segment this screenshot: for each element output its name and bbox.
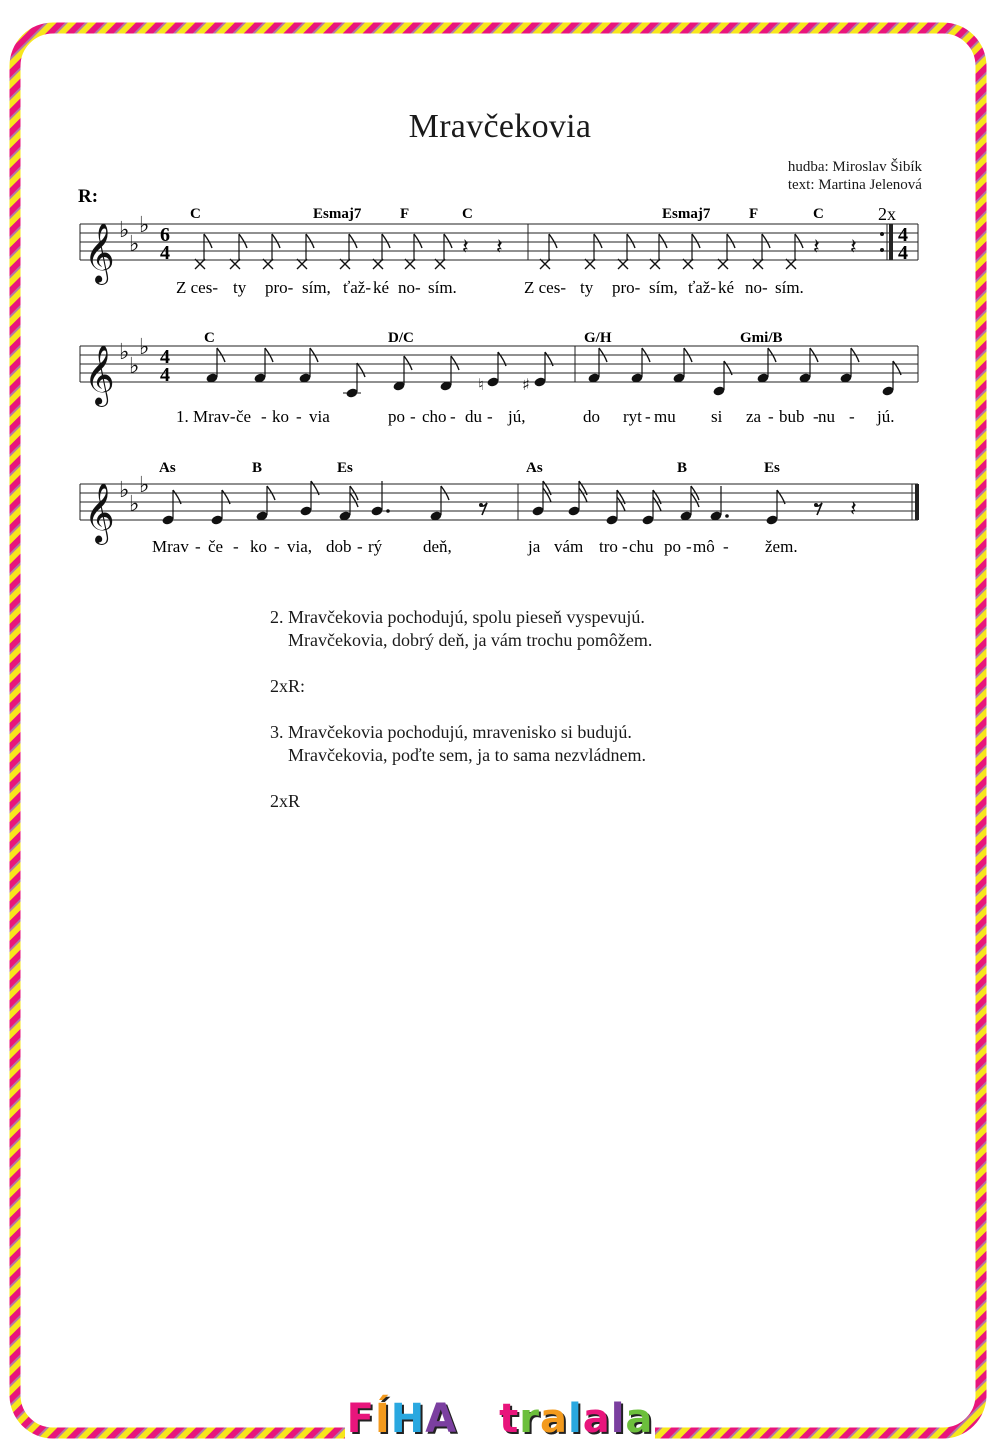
lyric-syllable: ko	[250, 537, 267, 556]
treble-clef-icons	[84, 223, 115, 545]
lyric-syllable: 1. Mrav-	[176, 407, 236, 426]
time-sig-top: 4	[160, 346, 170, 368]
lyric-syllable: dob	[326, 537, 352, 556]
note-flag	[727, 234, 735, 248]
time-sig-bottom: 4	[160, 364, 170, 386]
logo-letter: t	[499, 1396, 520, 1442]
lyric-syllable: Mrav	[152, 537, 189, 556]
note-flag	[451, 356, 459, 370]
logo-letter: F	[346, 1396, 375, 1442]
verse-line: 2. Mravčekovia pochodujú, spolu pieseň vyspevujú.	[270, 607, 645, 627]
lyrics-credit: text: Martina Jelenová	[787, 177, 922, 193]
note-flag	[543, 488, 551, 502]
lyric-syllable: sím,	[649, 278, 678, 297]
fiha-tralala-logo	[345, 1394, 655, 1444]
quarter-rest-icon: 𝄽	[496, 235, 503, 260]
music-credit: hudba: Miroslav Šibík	[787, 159, 922, 175]
lyric-syllable: sím.	[428, 278, 457, 297]
note-flag	[692, 234, 700, 248]
note-flag	[627, 234, 635, 248]
lyric-syllable: ko	[272, 407, 289, 426]
lyric-syllable: deň,	[423, 537, 452, 556]
song-title: Mravčekovia	[408, 108, 592, 145]
verse-line: 3. Mravčekovia pochodujú, mravenisko si budujú.	[270, 722, 632, 742]
lyric-syllable: bub	[779, 407, 805, 426]
lyric-syllable: po	[664, 537, 681, 556]
lyric-syllable: via	[309, 407, 330, 426]
note-flag	[444, 234, 452, 248]
chord-label: B	[252, 460, 263, 476]
logo-letter: r	[519, 1396, 540, 1442]
lyric-syllable: mu	[654, 407, 676, 426]
lyric-syllable: ty	[580, 278, 594, 297]
note-flag	[204, 234, 212, 248]
lyric-syllable: nu	[818, 407, 835, 426]
lyric-syllable: si	[711, 407, 723, 426]
logo-letter: l	[567, 1396, 583, 1442]
chord-label: Gmi/B	[740, 330, 783, 346]
lyric-syllable: -	[195, 537, 201, 556]
chord-label: D/C	[388, 330, 414, 346]
logo-letter: a	[582, 1396, 611, 1442]
logo-letter: H	[390, 1396, 426, 1442]
refrain-mark: R:	[78, 186, 99, 207]
note-flag	[579, 488, 587, 502]
staff-system-3	[80, 484, 918, 520]
lyric-syllable: -	[849, 407, 855, 426]
chord-label: F	[749, 206, 759, 222]
treble-clef-icon: 𝄞	[84, 225, 115, 282]
lyric-syllable: rý	[368, 537, 383, 556]
logo-letter: a	[539, 1396, 568, 1442]
refrain-repeat-marker: 2xR:	[270, 676, 306, 696]
lyric-syllable: če	[236, 407, 252, 426]
lyric-syllable: jú,	[508, 407, 526, 426]
chord-label: C	[204, 330, 215, 346]
natural-icon: ♮	[478, 375, 484, 394]
lyric-syllable: -	[622, 537, 628, 556]
key-signature-flats	[119, 213, 149, 517]
lyric-syllable: -	[274, 537, 280, 556]
repeat-dot	[880, 248, 884, 252]
flat-icon: ♭	[119, 218, 130, 243]
notes	[161, 232, 901, 526]
lyric-syllable: do	[583, 407, 600, 426]
lyric-syllable: Z ces-	[176, 278, 219, 297]
dot	[386, 509, 390, 513]
lyric-syllable: -	[233, 537, 239, 556]
note-flag	[382, 234, 390, 248]
note-flag	[653, 497, 661, 511]
lyric-syllable: jú.	[877, 407, 895, 426]
lyric-syllable: ťaž-	[688, 278, 717, 297]
lyric-syllable: sím,	[302, 278, 331, 297]
chord-label: As	[526, 460, 543, 476]
staff-system-2	[80, 346, 918, 382]
lyric-syllable: -	[487, 407, 493, 426]
eighth-rest-dot	[814, 503, 818, 507]
note-flag	[350, 493, 358, 507]
lyric-syllable: -	[410, 407, 416, 426]
logo-letter: a	[625, 1396, 654, 1442]
lyric-syllable: Z ces-	[524, 278, 567, 297]
note-flag	[691, 493, 699, 507]
lyric-syllable: -	[723, 537, 729, 556]
note-flag	[594, 234, 602, 248]
flat-icon: ♭	[129, 492, 140, 517]
chord-label: C	[462, 206, 473, 222]
lyric-syllable: -	[813, 407, 819, 426]
lyric-syllable: -	[357, 537, 363, 556]
note-flag	[357, 363, 365, 377]
note-flag	[306, 234, 314, 248]
lyric-syllable: tro	[599, 537, 618, 556]
verse-3	[270, 721, 652, 767]
lyric-syllable: via,	[287, 537, 313, 556]
lyric-syllable: ty	[233, 278, 247, 297]
flat-icon: ♭	[139, 473, 150, 498]
dot	[725, 514, 729, 518]
lyric-syllable: no-	[398, 278, 421, 297]
quarter-rest-icon: 𝄽	[850, 497, 857, 522]
time-sig-top: 4	[898, 224, 908, 246]
lyric-syllable: ryt	[623, 407, 642, 426]
lyric-syllable: ťaž-	[343, 278, 372, 297]
sharp-icon: ♯	[522, 375, 530, 394]
lyric-syllable: -	[261, 407, 267, 426]
verses	[270, 606, 652, 813]
flat-icon: ♭	[139, 213, 150, 238]
note-flag	[349, 234, 357, 248]
lyric-syllable: sím.	[775, 278, 804, 297]
lyric-syllable: -	[645, 407, 651, 426]
lyric-syllable: mô	[693, 537, 715, 556]
lyric-syllable: po	[388, 407, 405, 426]
quarter-rest-icon: 𝄽	[813, 235, 820, 260]
chord-label: C	[813, 206, 824, 222]
chord-label: Esmaj7	[313, 206, 362, 222]
flat-icon: ♭	[129, 232, 140, 257]
lyric-syllable: pro-	[265, 278, 294, 297]
note-flag	[762, 234, 770, 248]
lyric-syllable: ja	[528, 537, 541, 556]
lyric-syllable: -	[768, 407, 774, 426]
lyric-syllable: vám	[554, 537, 584, 556]
logo-letter: A	[425, 1396, 458, 1442]
lyric-syllable: -	[686, 537, 692, 556]
flat-icon: ♭	[129, 354, 140, 379]
lyric-syllable: ké	[718, 278, 735, 297]
flat-icon: ♭	[119, 340, 130, 365]
note-flag	[659, 234, 667, 248]
chord-symbols	[159, 206, 824, 476]
chord-label: F	[400, 206, 410, 222]
lyric-syllable: cho	[422, 407, 447, 426]
note-flag	[404, 356, 412, 370]
lyric-syllable: pro-	[612, 278, 641, 297]
logo-letter: Í	[374, 1396, 391, 1442]
logo-letter: l	[610, 1396, 626, 1442]
quarter-rest-icon: 𝄽	[850, 235, 857, 260]
chord-label: As	[159, 460, 176, 476]
note-flag	[617, 497, 625, 511]
repeat-dot	[880, 232, 884, 236]
time-sig-bottom: 4	[160, 242, 170, 264]
lyric-syllable: no-	[745, 278, 768, 297]
time-sig-top: 6	[160, 224, 170, 246]
note-flag	[272, 234, 280, 248]
lyric-syllable: za	[746, 407, 762, 426]
lyric-syllable: -	[296, 407, 302, 426]
flat-icon: ♭	[119, 478, 130, 503]
chord-label: Es	[764, 460, 780, 476]
chord-label: Es	[337, 460, 353, 476]
lyric-syllable: du	[465, 407, 482, 426]
verse-line: Mravčekovia, poďte sem, ja to sama nezvládnem.	[288, 745, 647, 765]
treble-clef-icon: 𝄞	[84, 485, 115, 542]
lyric-syllable: žem.	[765, 537, 798, 556]
chord-label: C	[190, 206, 201, 222]
chord-label: Esmaj7	[662, 206, 711, 222]
flat-icon: ♭	[139, 335, 150, 360]
verse-2	[270, 606, 652, 652]
lyric-syllable: ké	[373, 278, 390, 297]
note-flag	[414, 234, 422, 248]
music-score	[0, 0, 1000, 600]
repeat-mark: 2x	[878, 204, 896, 224]
lyric-syllable: če	[208, 537, 224, 556]
time-sig-bottom: 4	[898, 242, 908, 264]
note-flag	[239, 234, 247, 248]
refrain-repeat-marker: 2xR	[270, 791, 301, 811]
logo-word-fiha	[347, 1394, 458, 1444]
note-flag	[795, 234, 803, 248]
lyric-syllable: chu	[629, 537, 654, 556]
logo-word-tralala	[499, 1394, 653, 1444]
eighth-rest-dot	[479, 503, 483, 507]
chord-label: B	[677, 460, 688, 476]
chord-label: G/H	[584, 330, 612, 346]
verse-line: Mravčekovia, dobrý deň, ja vám trochu pomôžem.	[288, 630, 653, 650]
quarter-rest-icon: 𝄽	[462, 235, 469, 260]
lyric-syllable: -	[450, 407, 456, 426]
treble-clef-icon: 𝄞	[84, 347, 115, 404]
note-flag	[549, 234, 557, 248]
